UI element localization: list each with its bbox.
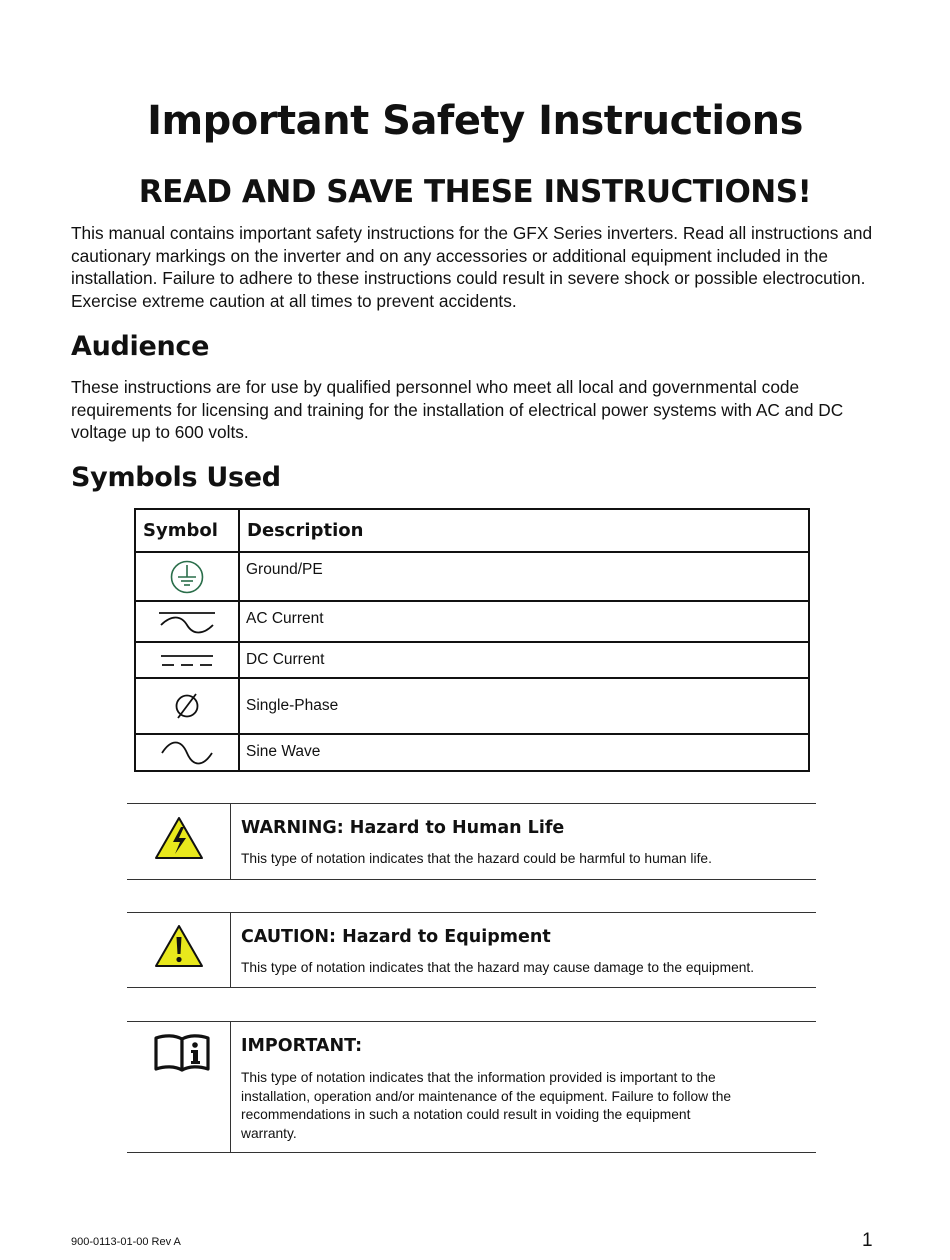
audience-paragraph: These instructions are for use by qualified personnel who meet all local and governmental code requirements for licensing and training for the installation of electrical power systems with AC and DC voltage up to 600 volts. — [71, 377, 844, 443]
warning-notice — [127, 803, 816, 880]
single-phase-icon — [172, 691, 202, 721]
important-notice — [127, 1021, 816, 1153]
symbols-table — [134, 508, 810, 772]
important-text: This type of notation indicates that the information provided is important to the installation, operation and/or maintenance of the equipment. Failure to follow the recommendations in such a notation could result in voiding the equipment warranty. — [241, 1070, 732, 1141]
page-title: Important Safety Instructions — [147, 98, 803, 144]
important-heading: IMPORTANT: — [241, 1036, 363, 1056]
symbol-description: Single-Phase — [239, 678, 809, 734]
intro-paragraph: This manual contains important safety instructions for the GFX Series inverters. Read all instructions and cautionary markings on the inverter and on any accessories or additional equipment included in the installation. Failure to adhere to these instructions could result in severe shock or possible electrocution. Exercise extreme caution at all times to prevent accidents. — [71, 223, 873, 312]
symbols-heading: Symbols Used — [71, 462, 281, 493]
symbol-description: DC Current — [239, 642, 809, 678]
column-header-symbol: Symbol — [135, 509, 239, 552]
warning-text: This type of notation indicates that the hazard could be harmful to human life. — [241, 851, 712, 866]
document-code: 900-0113-01-00 Rev A — [71, 1236, 181, 1248]
ground-icon — [168, 560, 206, 594]
dc-current-icon — [159, 650, 215, 670]
page-number: 1 — [862, 1230, 873, 1251]
caution-text: This type of notation indicates that the hazard may cause damage to the equipment. — [241, 960, 755, 975]
symbol-description: AC Current — [239, 601, 809, 642]
table-row — [135, 642, 809, 678]
info-book-icon — [153, 1033, 211, 1073]
audience-heading: Audience — [71, 331, 210, 362]
table-row — [135, 734, 809, 771]
caution-notice — [127, 912, 816, 988]
warning-heading: WARNING: Hazard to Human Life — [241, 818, 565, 838]
caution-exclamation-icon — [153, 923, 205, 969]
table-row — [135, 678, 809, 734]
symbol-description: Ground/PE — [239, 552, 809, 601]
page-subtitle: READ AND SAVE THESE INSTRUCTIONS! — [138, 174, 812, 210]
warning-lightning-icon — [153, 815, 205, 861]
sine-wave-icon — [159, 740, 215, 766]
table-header-row — [135, 509, 809, 552]
column-header-description: Description — [239, 509, 809, 552]
caution-heading: CAUTION: Hazard to Equipment — [241, 927, 551, 947]
symbol-description: Sine Wave — [239, 734, 809, 771]
table-row — [135, 552, 809, 601]
ac-current-icon — [157, 609, 217, 635]
table-row — [135, 601, 809, 642]
